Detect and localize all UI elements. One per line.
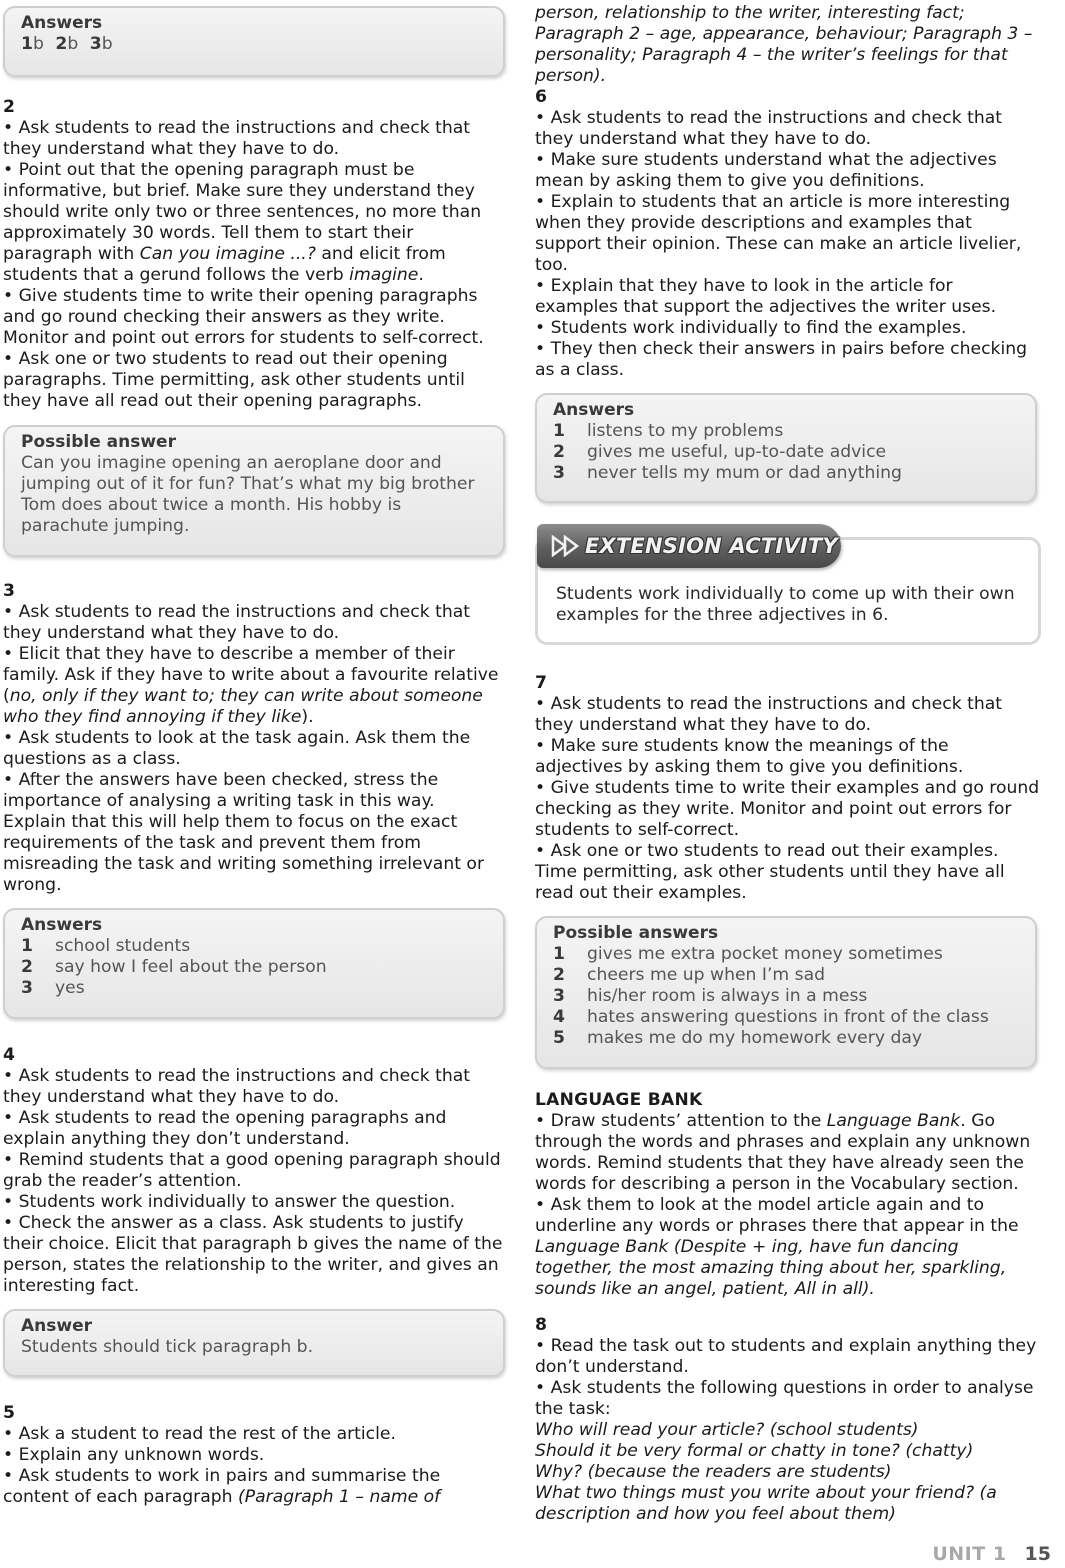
section-number: 3 — [3, 581, 15, 601]
paragraph: • Check the answer as a class. Ask students to justify their choice. Elicit that paragraph b gives the name of the person, states the relationship to the writer, and gives an interesting fact. — [3, 1213, 503, 1296]
answer-item: 3 yes — [21, 978, 85, 998]
paragraph: • Ask students to work in pairs and summarise the content of each paragraph (Paragraph 1 – name of — [3, 1466, 441, 1507]
answer-box-text: Students should tick paragraph b. — [21, 1337, 314, 1357]
answers-box-title: Answers — [21, 915, 103, 935]
answer-item: 1 school students — [21, 936, 191, 956]
paragraph: • Point out that the opening paragraph must be informative, but brief. Make sure they understand they should write only two or three sentences, no more than approximately 30 words. Tell them to start their paragraph with Can you imagine ...? and elicit from students that a gerund follows the verb imagine. — [3, 160, 482, 285]
section-8 — [535, 1315, 1040, 1525]
question: Who will read your article? (school students) — [535, 1420, 919, 1440]
extension-text: Students work individually to come up with their own examples for the three adjectives in 6. — [556, 584, 1015, 625]
possible-answers-box-7 — [535, 916, 1037, 1069]
extension-activity — [535, 524, 1040, 644]
answer-item: 5 makes me do my homework every day — [553, 1028, 923, 1048]
paragraph: • Give students time to write their examples and go round checking as they write. Monitor and point out errors for students to self-correct. — [535, 778, 1040, 840]
question: Why? (because the readers are students) — [535, 1462, 892, 1482]
fast-forward-icon — [551, 534, 585, 558]
answer-item: 1 gives me extra pocket money sometimes — [553, 944, 943, 964]
left-column — [3, 0, 503, 1508]
paragraph: • Ask students the following questions in order to analyse the task: — [535, 1378, 1034, 1419]
section-number: 2 — [3, 97, 15, 117]
paragraph: • Ask one or two students to read out their opening paragraphs. Time permitting, ask other students until they have all read out their opening paragraphs. — [3, 349, 465, 411]
paragraph: • Make sure students know the meanings of the adjectives by asking them to give you definitions. — [535, 736, 964, 777]
answer-item: 4 hates answering questions in front of the class — [553, 1007, 989, 1027]
language-bank — [535, 1090, 1040, 1300]
paragraph: • Ask one or two students to read out their examples. Time permitting, ask other students until they have all read out their examples. — [535, 841, 1005, 903]
paragraph: • Ask students to read the instructions and check that they understand what they have to do. — [535, 694, 1003, 735]
section-4 — [3, 1045, 503, 1297]
paragraph: • Explain that they have to look in the article for examples that support the adjectives the writer uses. — [535, 276, 997, 317]
paragraph: • Give students time to write their opening paragraphs and go round checking their answers as they write. Monitor and point out errors for students to self-correct. — [3, 286, 484, 348]
answers-box-1 — [3, 6, 505, 77]
paragraph: • Remind students that a good opening paragraph should grab the reader’s attention. — [3, 1150, 501, 1191]
paragraph: • Students work individually to find the examples. — [535, 318, 967, 338]
section-number: 6 — [535, 87, 547, 107]
answers-box-items: 1b 2b 3b — [21, 34, 113, 54]
paragraph: • Ask students to read the opening paragraphs and explain anything they don’t understand. — [3, 1108, 447, 1149]
unit-label: UNIT 1 — [932, 1543, 1007, 1565]
section-number: 7 — [535, 673, 547, 693]
paragraph: • Ask students to read the instructions and check that they understand what they have to do. — [535, 108, 1003, 149]
paragraph: • Elicit that they have to describe a member of their family. Ask if they have to write about a favourite relative (no, only if they want to; they can write about someone who they find annoying if they like). — [3, 644, 499, 727]
paragraph: • Read the task out to students and explain anything they don’t understand. — [535, 1336, 1037, 1377]
answers-box-6 — [535, 393, 1037, 503]
section-number: 5 — [3, 1403, 15, 1423]
section-5-continued: person, relationship to the writer, interesting fact; Paragraph 2 – age, appearance, behaviour; Paragraph 3 – personality; Paragraph 4 – the writer’s feelings for that person). — [535, 3, 1033, 86]
possible-answer-text: Can you imagine opening an aeroplane door and jumping out of it for fun? That’s what my big brother Tom does about twice a month. His hobby is parachute jumping. — [21, 453, 475, 536]
paragraph: • Ask students to read the instructions and check that they understand what they have to do. — [3, 1066, 471, 1107]
possible-answer-title: Possible answer — [21, 432, 176, 452]
section-2 — [3, 97, 503, 412]
paragraph: • They then check their answers in pairs before checking as a class. — [535, 339, 1028, 380]
paragraph: • Students work individually to answer the question. — [3, 1192, 456, 1212]
paragraph: • Ask students to read the instructions and check that they understand what they have to do. — [3, 602, 471, 643]
extension-title: EXTENSION ACTIVITY — [585, 534, 838, 558]
extension-tab — [537, 524, 841, 568]
answer-item: 2 say how I feel about the person — [21, 957, 327, 977]
answer-item: 3 never tells my mum or dad anything — [553, 463, 902, 483]
answer-item: 3 his/her room is always in a mess — [553, 986, 868, 1006]
possible-answer-box — [3, 425, 505, 557]
paragraph: • Ask students to read the instructions and check that they understand what they have to do. — [3, 118, 471, 159]
answers-box-3 — [3, 908, 505, 1019]
answer-item: 2 cheers me up when I’m sad — [553, 965, 826, 985]
possible-answers-title: Possible answers — [553, 923, 719, 943]
answers-box-title: Answers — [553, 400, 635, 420]
language-bank-title: LANGUAGE BANK — [535, 1090, 703, 1110]
section-3 — [3, 581, 503, 896]
section-5 — [3, 1403, 503, 1508]
page-number: 15 — [1024, 1543, 1051, 1565]
page-footer — [932, 1542, 1051, 1566]
section-number: 4 — [3, 1045, 15, 1065]
right-column — [535, 0, 1040, 1525]
question: Should it be very formal or chatty in tone? (chatty) — [535, 1441, 974, 1461]
answer-box-title: Answer — [21, 1316, 92, 1336]
section-7 — [535, 673, 1040, 904]
paragraph: • Make sure students understand what the adjectives mean by asking them to give you definitions. — [535, 150, 997, 191]
answer-box-4 — [3, 1309, 505, 1377]
paragraph: • Ask a student to read the rest of the article. — [3, 1424, 396, 1444]
answer-item: 1 listens to my problems — [553, 421, 784, 441]
section-6 — [535, 87, 1040, 381]
answer-item: 2 gives me useful, up-to-date advice — [553, 442, 887, 462]
paragraph: • After the answers have been checked, stress the importance of analysing a writing task in this way. Explain that this will help them to focus on the exact requirements of the task and prevent them from misreading the task and writing something irrelevant or wrong. — [3, 770, 485, 895]
paragraph: • Explain to students that an article is more interesting when they provide descriptions and examples that support their opinion. These can make an article livelier, too. — [535, 192, 1022, 275]
paragraph: • Explain any unknown words. — [3, 1445, 265, 1465]
paragraph: • Ask students to look at the task again. Ask them the questions as a class. — [3, 728, 471, 769]
answers-box-title: Answers — [21, 13, 103, 33]
section-number: 8 — [535, 1315, 547, 1335]
paragraph: • Draw students’ attention to the Language Bank. Go through the words and phrases and explain any unknown words. Remind students that they have already seen the words for describing a person in the Vocabulary section. — [535, 1111, 1031, 1194]
paragraph: • Ask them to look at the model article again and to underline any words or phrases there that appear in the Language Bank (Despite + ing, have fun dancing together, the most amazing thing about her, sparkling, sounds like an angel, patient, All in all). — [535, 1195, 1019, 1299]
question: What two things must you write about your friend? (a description and how you feel about them) — [535, 1483, 997, 1524]
